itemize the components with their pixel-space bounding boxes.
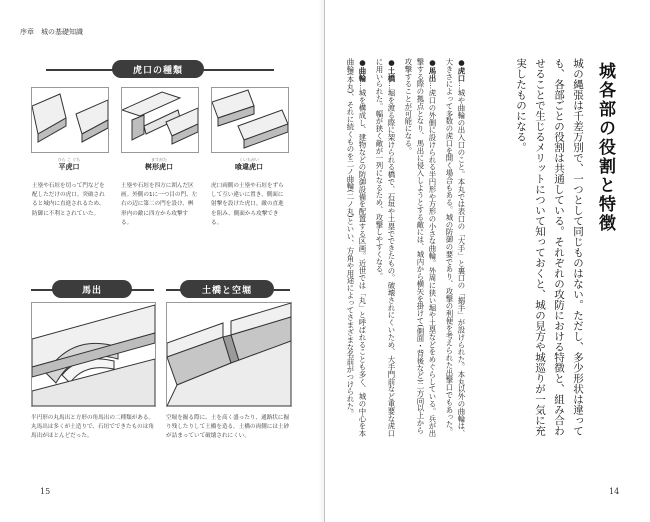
hira-koguchi-desc: 土塁や石垣を切って門などを配しただけの虎口。突破されると城内に直進されるため、防御に不利とされていた。 [32,183,105,217]
masugata-koguchi-figure [121,87,199,153]
intro-body: 城の縄張は千差万別で、一つとして同じものはない。ただし、多少形状は違っても、各部ごとの役割は共通している。それぞれの攻防における特徴と、組み合わせることで生じるメリットについて知っておくと、城の見方や城巡りが一気に充実したものになる。 [515,58,584,436]
kuichigai-koguchi-figure [211,87,289,153]
list-item-koguchi: ●虎口…城や曲輪の出入口のこと。本丸では表口の「大手」と裏口の「搦手」が設けられた。本丸以外の曲輪は、大きさによって多数の虎口を開く場合もある。城の防御の要であり、攻撃の利便を考えられた出撃口でもあった。 [445,58,466,438]
koguchi-section-label: 虎口の種類 [112,60,204,78]
list-item-dobashi: ●土橋…堀を渡る際に架けられる橋で、石垣や土塁でできたもの。破壊されにくいため、大手門前など重要な虎口に用いられた。幅が狭く敵が一列になるため、攻撃しやすくなる。 [375,58,396,438]
kuichigai-koguchi-label: 喰違虎口 [235,163,263,171]
masugata-koguchi-label: 桝形虎口 [145,163,173,171]
umadashi-section-label: 馬出 [52,280,132,298]
page-number-right: 14 [609,487,620,496]
hira-ruby: ひら こ ぐち [57,157,81,162]
kuichigai-koguchi-desc: 虎口両側の土塁や石垣をずらして互い違いに置き、側面に射撃を設けた虎口。敵の直進を阻み、側面から攻撃できる。 [211,183,284,226]
umadashi-figure [31,302,156,407]
list-item-umadashi: ●馬出…虎口の外側に設けられる半円形や方形の小さな曲輪。外周に狭い堀や土塁などをめぐらしている。兵が出撃する際の拠点となり、馬出に侵入しようとする敵には、城内から横矢を掛けて(側面・背後など)二方向以上から攻撃することが可能になる。 [404,58,437,438]
dobashi-desc: 空堀を掘る際に、土を高く盛ったり、通路状に掘り残したりして土橋を造る。土橋の両側には土砂が詰まっていて破壊されにくい。 [166,415,290,440]
dobashi-section-label: 土橋と空堀 [180,280,274,298]
dobashi-figure [166,302,292,407]
masugata-koguchi-desc: 土塁や石垣を四方に囲んだ区画。外側の1に一つ目の門、左右の辺に第二の門を設け、桝形内の敵に四方から攻撃する。 [121,183,198,226]
running-head: 序章 城の基礎知識 [20,28,83,36]
list-item-kuruwa: ●曲輪…城を構成し、建物などの防御設備を配置する区画。近世では「丸」と呼ばれることも多く、城の中心を本曲輪(本丸)、それに続くものを二ノ曲輪(二ノ丸)といい、方角や用途によってさまざまな名前がつけられた。 [346,58,367,438]
page-number-left: 15 [40,487,51,496]
umadashi-desc: 半円形の丸馬出と方形の角馬出の二種類がある。丸馬出は多くが土造りで、石垣でできたものは角馬出がほとんどだった。 [31,415,155,440]
feature-list [346,58,467,438]
masugata-ruby: ますがた [151,157,167,162]
hira-koguchi-figure [31,87,109,153]
page-title: 城各部の役割と特徴 [595,62,615,233]
hira-koguchi-label: 平虎口 [58,163,80,171]
right-page [325,0,650,522]
kuichigai-ruby: くいちがい [239,157,259,162]
